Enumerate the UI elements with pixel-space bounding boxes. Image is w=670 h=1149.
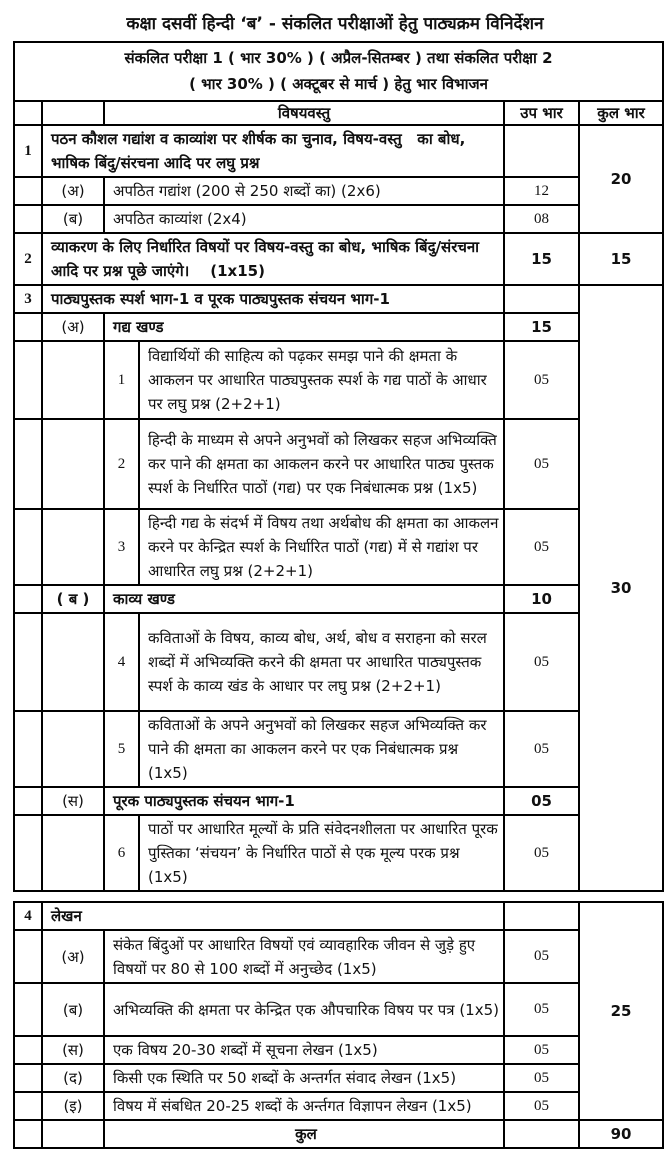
cell-empty — [14, 613, 42, 711]
cell-subnumber: 4 — [104, 613, 139, 711]
cell-letter: (अ) — [42, 177, 104, 205]
cell-subweight — [504, 1120, 579, 1148]
table-row — [14, 177, 663, 205]
cell-letter: (स) — [42, 787, 104, 815]
table-gap — [0, 892, 670, 901]
cell-subweight — [504, 902, 579, 930]
cell-empty — [14, 341, 42, 419]
cell-letter: (स) — [42, 1036, 104, 1064]
cell-totalweight: 15 — [579, 233, 663, 285]
table-row — [14, 902, 663, 930]
table-row — [14, 930, 663, 983]
cell-content: अभिव्यक्ति की क्षमता पर केन्द्रित एक औपचारिक विषय पर पत्र (1x5) — [104, 983, 504, 1036]
cell-empty — [42, 341, 104, 419]
cell-subweight: 05 — [504, 509, 579, 585]
cell-content: किसी एक स्थिति पर 50 शब्दों के अन्तर्गत संवाद लेखन (1x5) — [104, 1064, 504, 1092]
cell-subweight: 15 — [504, 233, 579, 285]
cell-empty — [42, 509, 104, 585]
cell-content: एक विषय 20-30 शब्दों में सूचना लेखन (1x5) — [104, 1036, 504, 1064]
cell-subweight: 05 — [504, 1064, 579, 1092]
cell-subweight — [504, 125, 579, 177]
cell-serial: 2 — [14, 233, 42, 285]
cell-totalweight: 20 — [579, 125, 663, 233]
cell-empty — [42, 419, 104, 509]
cell-grand-total-value: 90 — [579, 1120, 663, 1148]
table-row — [14, 585, 663, 613]
cell-empty — [14, 711, 42, 787]
header-empty-letter — [42, 101, 104, 125]
cell-letter: (अ) — [42, 313, 104, 341]
column-header-subject: विषयवस्तु — [104, 101, 504, 125]
cell-subweight: 05 — [504, 341, 579, 419]
table-band-row — [14, 42, 663, 101]
cell-content: विषय में संबधित 20-25 शब्दों के अर्न्तगत विज्ञापन लेखन (1x5) — [104, 1092, 504, 1120]
cell-subweight: 05 — [504, 613, 579, 711]
table-row — [14, 1036, 663, 1064]
cell-empty — [14, 1120, 42, 1148]
table-row — [14, 313, 663, 341]
column-header-subweight: उप भार — [504, 101, 579, 125]
column-header-totalweight: कुल भार — [579, 101, 663, 125]
syllabus-table-main — [13, 41, 664, 892]
cell-empty — [42, 1120, 104, 1148]
cell-content: हिन्दी गद्य के संदर्भ में विषय तथा अर्थबोध की क्षमता का आकलन करने पर केन्द्रित स्पर्श के निर्धारित पाठों (गद्य) में से गद्यांश पर आधारित लघु प्रश्न (2+2+1) — [139, 509, 504, 585]
cell-empty — [14, 1092, 42, 1120]
cell-content: हिन्दी के माध्यम से अपने अनुभवों को लिखकर सहज अभिव्यक्ति कर पाने की क्षमता का आकलन करने पर आधारित पाठ्य पुस्तक स्पर्श के निर्धारित पाठों (गद्य) पर एक निबंधात्मक प्रश्न (1x5) — [139, 419, 504, 509]
cell-letter: (ब) — [42, 983, 104, 1036]
cell-content: काव्य खण्ड — [104, 585, 504, 613]
table-row — [14, 341, 663, 419]
cell-empty — [14, 983, 42, 1036]
cell-empty — [14, 930, 42, 983]
header-empty-sn — [14, 101, 42, 125]
cell-subweight: 05 — [504, 815, 579, 891]
cell-content: अपठित गद्यांश (200 से 250 शब्दों का) (2x6) — [104, 177, 504, 205]
table-row — [14, 613, 663, 711]
cell-content: पाठ्यपुस्तक स्पर्श भाग-1 व पूरक पाठ्यपुस्तक संचयन भाग-1 — [42, 285, 504, 313]
cell-subweight: 10 — [504, 585, 579, 613]
cell-content: पाठों पर आधारित मूल्यों के प्रति संवेदनशीलता पर आधारित पूरक पुस्तिका ‘संचयन’ के निर्धारित पाठों से एक मूल्य परक प्रश्न (1x5) — [139, 815, 504, 891]
cell-subweight: 05 — [504, 1036, 579, 1064]
band-line-1: संकलित परीक्षा 1 ( भार 30% ) ( अप्रैल-सितम्बर ) तथा संकलित परीक्षा 2 — [124, 49, 553, 67]
cell-empty — [14, 815, 42, 891]
cell-content: लेखन — [42, 902, 504, 930]
cell-subweight: 08 — [504, 205, 579, 233]
cell-subweight: 15 — [504, 313, 579, 341]
cell-empty — [14, 1064, 42, 1092]
cell-subnumber: 5 — [104, 711, 139, 787]
cell-empty — [14, 177, 42, 205]
table-row — [14, 233, 663, 285]
cell-subnumber: 2 — [104, 419, 139, 509]
table-row — [14, 787, 663, 815]
cell-subweight: 05 — [504, 711, 579, 787]
table-row — [14, 125, 663, 177]
cell-empty — [42, 711, 104, 787]
cell-subweight: 05 — [504, 930, 579, 983]
cell-letter: (अ) — [42, 930, 104, 983]
cell-empty — [14, 585, 42, 613]
cell-subweight: 05 — [504, 1092, 579, 1120]
cell-subweight: 05 — [504, 787, 579, 815]
cell-subnumber: 1 — [104, 341, 139, 419]
cell-grand-total-label: कुल — [104, 1120, 504, 1148]
cell-empty — [14, 205, 42, 233]
cell-content: व्याकरण के लिए निर्धारित विषयों पर विषय-वस्तु का बोध, भाषिक बिंदु/संरचना आदि पर प्रश्न पूछे जाएंगे। (1x15) — [42, 233, 504, 285]
cell-subnumber: 6 — [104, 815, 139, 891]
cell-letter: ( ब ) — [42, 585, 104, 613]
cell-serial: 4 — [14, 902, 42, 930]
cell-letter: (द) — [42, 1064, 104, 1092]
cell-content: अपठित काव्यांश (2x4) — [104, 205, 504, 233]
cell-serial: 1 — [14, 125, 42, 177]
band-line-2: ( भार 30% ) ( अक्टूबर से मार्च ) हेतु भार विभाजन — [189, 74, 489, 93]
cell-content: गद्य खण्ड — [104, 313, 504, 341]
table-row — [14, 285, 663, 313]
cell-empty — [14, 313, 42, 341]
cell-empty — [14, 787, 42, 815]
table-row — [14, 983, 663, 1036]
grand-total-row — [14, 1120, 663, 1148]
table-row — [14, 205, 663, 233]
cell-empty — [42, 613, 104, 711]
exam-band — [14, 42, 663, 101]
cell-content: विद्यार्थियों की साहित्य को पढ़कर समझ पाने की क्षमता के आकलन पर आधारित पाठ्यपुस्तक स्पर्श के गद्य पाठों के आधार पर लघु प्रश्न (2+2+1) — [139, 341, 504, 419]
cell-content: संकेत बिंदुओं पर आधारित विषयों एवं व्यावहारिक जीवन से जुड़े हुए विषयों पर 80 से 100 शब्दों में अनुच्छेद (1x5) — [104, 930, 504, 983]
cell-empty — [14, 1036, 42, 1064]
cell-letter: (इ) — [42, 1092, 104, 1120]
column-header-row — [14, 101, 663, 125]
cell-totalweight: 30 — [579, 285, 663, 891]
cell-serial: 3 — [14, 285, 42, 313]
cell-subweight — [504, 285, 579, 313]
cell-empty — [42, 815, 104, 891]
syllabus-table-writing — [13, 901, 664, 1149]
cell-letter: (ब) — [42, 205, 104, 233]
page-title: कक्षा दसवीं हिन्दी ‘ब’ - संकलित परीक्षाओं हेतु पाठ्यक्रम विनिर्देशन — [126, 14, 544, 34]
table-row — [14, 419, 663, 509]
cell-subweight: 12 — [504, 177, 579, 205]
cell-totalweight: 25 — [579, 902, 663, 1120]
table-row — [14, 509, 663, 585]
cell-content: पठन कौशल गद्यांश व काव्यांश पर शीर्षक का चुनाव, विषय-वस्तु का बोध, भाषिक बिंदु/संरचना आदि पर लघु प्रश्न — [42, 125, 504, 177]
cell-subnumber: 3 — [104, 509, 139, 585]
cell-content: पूरक पाठ्यपुस्तक संचयन भाग-1 — [104, 787, 504, 815]
table-row — [14, 1092, 663, 1120]
cell-content: कविताओं के विषय, काव्य बोध, अर्थ, बोध व सराहना को सरल शब्दों में अभिव्यक्ति करने की क्षमता पर आधारित पाठ्यपुस्तक स्पर्श के काव्य खंड के आधार पर लघु प्रश्न (2+2+1) — [139, 613, 504, 711]
cell-subweight: 05 — [504, 419, 579, 509]
cell-content: कविताओं के अपने अनुभवों को लिखकर सहज अभिव्यक्ति कर पाने की क्षमता का आकलन करने पर एक निबंधात्मक प्रश्न (1x5) — [139, 711, 504, 787]
table-row — [14, 815, 663, 891]
cell-subweight: 05 — [504, 983, 579, 1036]
cell-empty — [14, 509, 42, 585]
table-row — [14, 1064, 663, 1092]
table-row — [14, 711, 663, 787]
cell-empty — [14, 419, 42, 509]
